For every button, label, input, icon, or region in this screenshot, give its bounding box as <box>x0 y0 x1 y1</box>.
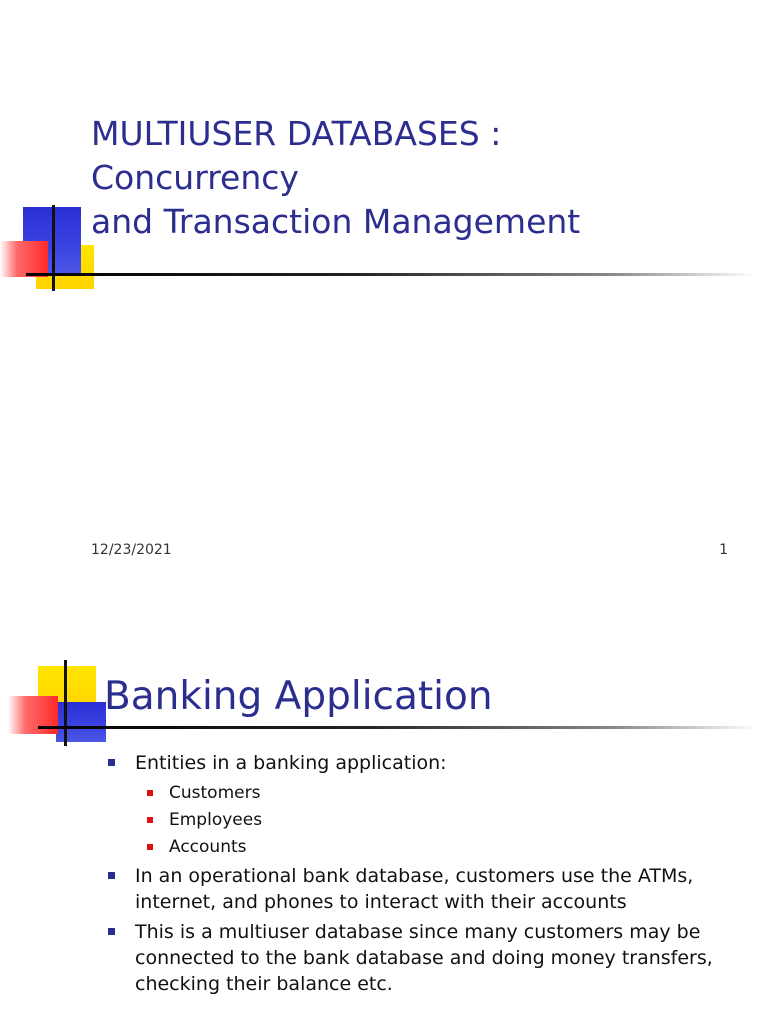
slide-title: Banking Application <box>104 674 493 719</box>
bullet-item <box>106 919 746 997</box>
decor-red-block <box>0 241 48 277</box>
slide-title-line: MULTIUSER DATABASES : <box>91 114 502 153</box>
content-slide <box>0 590 768 1024</box>
bullet-item <box>106 863 746 915</box>
bullet-list <box>106 750 746 1001</box>
sub-bullet-item: Employees <box>106 807 746 834</box>
title-underline <box>38 726 758 729</box>
slide-title-line: Concurrency <box>91 158 299 197</box>
decor-vertical-line <box>52 205 55 291</box>
slide-date: 12/23/2021 <box>91 542 172 558</box>
bullet-item <box>106 750 746 776</box>
slide-title-line: and Transaction Management <box>91 202 581 241</box>
sub-bullet-item: Accounts <box>106 834 746 861</box>
decor-vertical-line <box>64 660 67 746</box>
bullet-text: In an operational bank database, customers use the ATMs, internet, and phones to interact with their accounts <box>135 865 694 913</box>
title-underline <box>26 273 756 276</box>
bullet-text: Entities in a banking application: <box>135 752 447 774</box>
sub-bullet-item: Customers <box>106 780 746 807</box>
bullet-text: This is a multiuser database since many customers may be connected to the bank database and doing money transfers, checking their balance etc. <box>135 921 713 995</box>
slide-title <box>91 112 580 244</box>
slide-number: 1 <box>719 542 728 558</box>
